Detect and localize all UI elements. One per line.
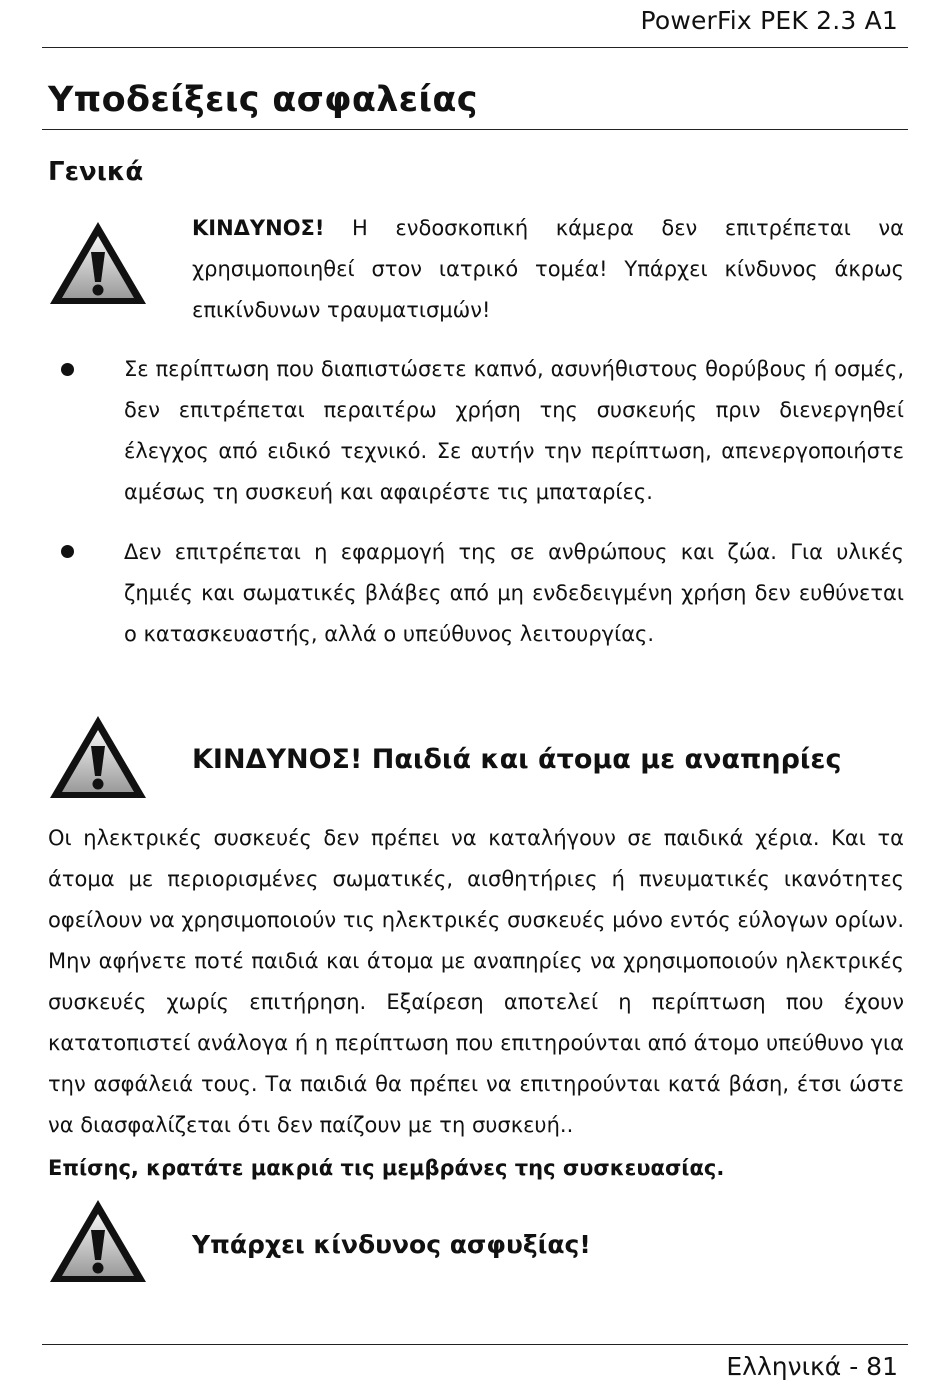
warning-triangle-icon <box>46 712 150 804</box>
warning-triangle-icon <box>46 1196 150 1288</box>
section-heading-general: Γενικά <box>48 157 144 187</box>
bullet-dot <box>61 545 74 558</box>
bullet-dot <box>61 363 74 376</box>
suffocation-warning: Υπάρχει κίνδυνος ασφυξίας! <box>192 1230 591 1259</box>
page-title: Υποδείξεις ασφαλείας <box>48 80 478 120</box>
header-rule <box>42 47 908 48</box>
packaging-warning-line: Επίσης, κρατάτε μακριά τις μεμβράνες της συσκευασίας. <box>48 1156 725 1180</box>
title-rule <box>42 129 908 130</box>
page-footer: Ελληνικά - 81 <box>726 1352 898 1381</box>
bullet-item-smoke: Σε περίπτωση που διαπιστώσετε καπνό, ασυνήθιστους θορύβους ή οσμές, δεν επιτρέπεται περαιτέρω χρήση της συσκευής πριν διενεργηθεί έλεγχος από ειδικό τεχνικό. Σε αυτήν την περίπτωση, απενεργοποιήστε αμέσως τη συσκευή και αφαιρέστε τις μπαταρίες. <box>124 357 904 504</box>
section-heading-children: ΚΙΝΔΥΝΟΣ! Παιδιά και άτομα με αναπηρίες <box>192 744 842 775</box>
bullet-item-usage: Δεν επιτρέπεται η εφαρμογή της σε ανθρώπους και ζώα. Για υλικές ζημιές και σωματικές βλάβες από μη ενδεδειγμένη χρήση δεν ευθύνεται ο κατασκευαστής, αλλά ο υπεύθυνος λειτουργίας. <box>124 540 904 646</box>
children-paragraph: Οι ηλεκτρικές συσκευές δεν πρέπει να καταλήγουν σε παιδικά χέρια. Και τα άτομα με περιορισμένες σωματικές, αισθητήριες ή πνευματικές ικανότητες οφείλουν να χρησιμοποιούν τις ηλεκτρικές συσκευές μόνο εντός εύλογων ορίων. Μην αφήνετε ποτέ παιδιά και άτομα με αναπηρίες να χρησιμοποιούν ηλεκτρικές συσκευές χωρίς επιτήρηση. Εξαίρεση αποτελεί η περίπτωση που έχουν κατατοπιστεί ανάλογα ή η περίπτωση που επιτηρούνται από άτομο υπεύθυνο για την ασφάλειά τους. Τα παιδιά θα πρέπει να επιτηρούνται κατά βάση, έτσι ώστε να διασφαλίζεται ότι δεν παίζουν με τη συσκευή.. <box>48 826 904 1137</box>
danger-text: Η ενδοσκοπική κάμερα δεν επιτρέπεται να χρησιμοποιηθεί στον ιατρικό τομέα! Υπάρχει κίνδυνος άκρως επικίνδυνων τραυματισμών! <box>192 216 904 322</box>
warning-triangle-icon <box>46 218 150 310</box>
footer-rule <box>42 1344 908 1345</box>
danger-warning-paragraph <box>192 208 904 331</box>
danger-label: ΚΙΝΔΥΝΟΣ! <box>192 216 325 240</box>
running-header: PowerFix PEK 2.3 A1 <box>640 6 898 35</box>
